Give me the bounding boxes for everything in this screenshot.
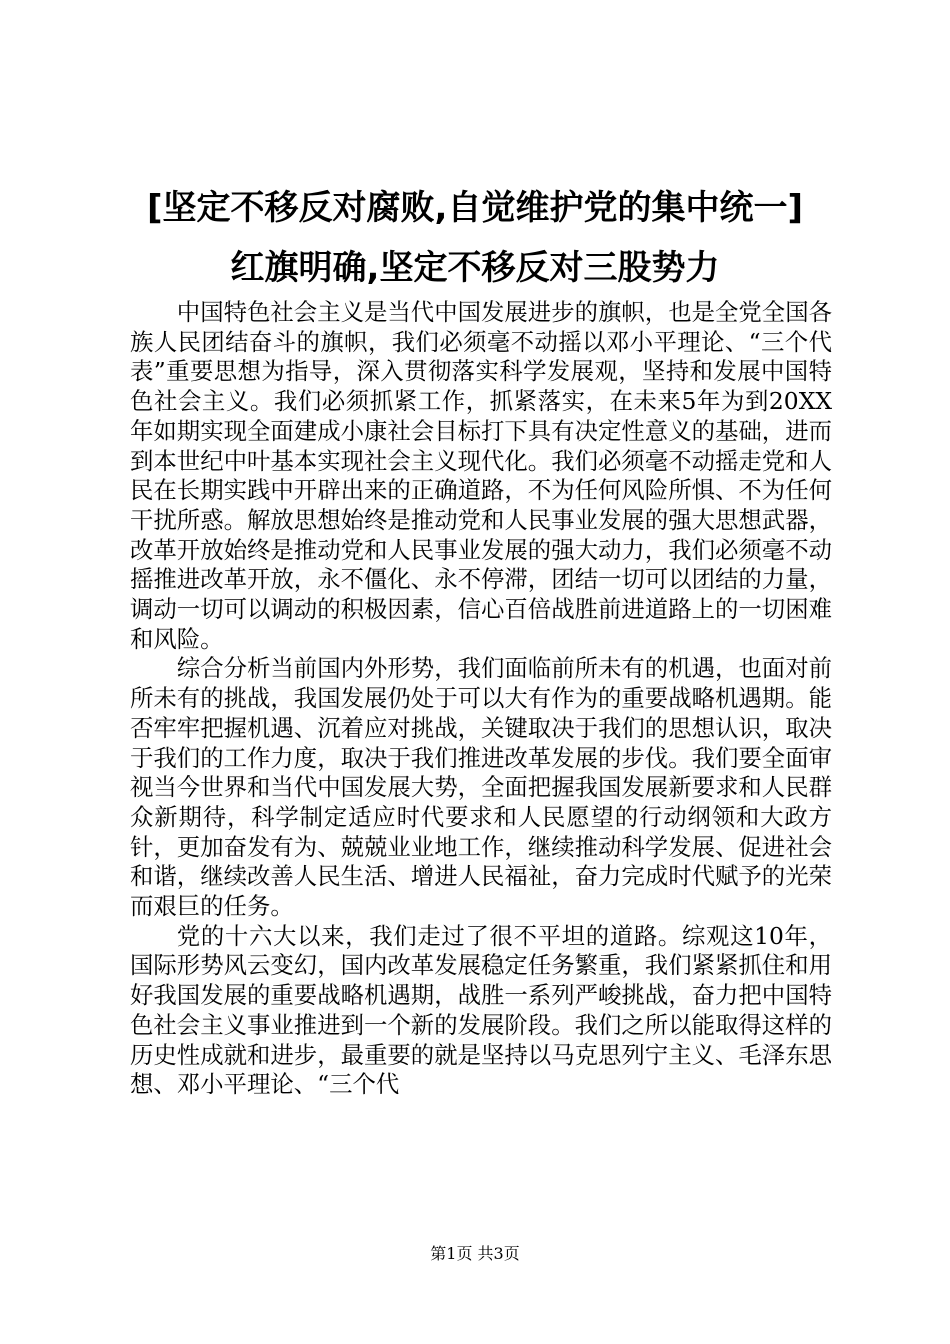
body-paragraph-1: 中国特色社会主义是当代中国发展进步的旗帜，也是全党全国各族人民团结奋斗的旗帜，我们必须毫不动摇以邓小平理论、“三个代表”重要思想为指导，深入贯彻落实科学发展观，坚持和发展中国特色社会主义。我们必须抓紧工作，抓紧落实，在未来5年为到20XX年如期实现全面建成小康社会目标打下具有决定性意义的基础，进而到本世纪中叶基本实现社会主义现代化。我们必须毫不动摇走党和人民在长期实践中开辟出来的正确道路，不为任何风险所惧、不为任何干扰所惑。解放思想始终是推动党和人民事业发展的强大思想武器，改革开放始终是推动党和人民事业发展的强大动力，我们必须毫不动摇推进改革开放，永不僵化、永不停滞，团结一切可以团结的力量，调动一切可以调动的积极因素，信心百倍战胜前进道路上的一切困难和风险。 bbox=[130, 298, 832, 653]
document-title-line-2: 红旗明确,坚定不移反对三股势力 bbox=[230, 248, 720, 288]
document-body bbox=[130, 298, 832, 1100]
body-paragraph-2: 综合分析当前国内外形势，我们面临前所未有的机遇，也面对前所未有的挑战，我国发展仍处于可以大有作为的重要战略机遇期。能否牢牢把握机遇、沉着应对挑战，关键取决于我们的思想认识，取决于我们的工作力度，取决于我们推进改革发展的步伐。我们要全面审视当今世界和当代中国发展大势，全面把握我国发展新要求和人民群众新期待，科学制定适应时代要求和人民愿望的行动纲领和大政方针，更加奋发有为、兢兢业业地工作，继续推动科学发展、促进社会和谐，继续改善人民生活、增进人民福祉，奋力完成时代赋予的光荣而艰巨的任务。 bbox=[130, 654, 832, 921]
page-number-footer: 第1页 共3页 bbox=[430, 1244, 520, 1263]
document-title-line-1: [坚定不移反对腐败,自觉维护党的集中统一] bbox=[147, 188, 803, 228]
body-paragraph-3: 党的十六大以来，我们走过了很不平坦的道路。综观这10年，国际形势风云变幻，国内改革发展稳定任务繁重，我们紧紧抓住和用好我国发展的重要战略机遇期，战胜一系列严峻挑战，奋力把中国特色社会主义事业推进到一个新的发展阶段。我们之所以能取得这样的历史性成就和进步，最重要的就是坚持以马克思列宁主义、毛泽东思想、邓小平理论、“三个代 bbox=[130, 921, 832, 1099]
